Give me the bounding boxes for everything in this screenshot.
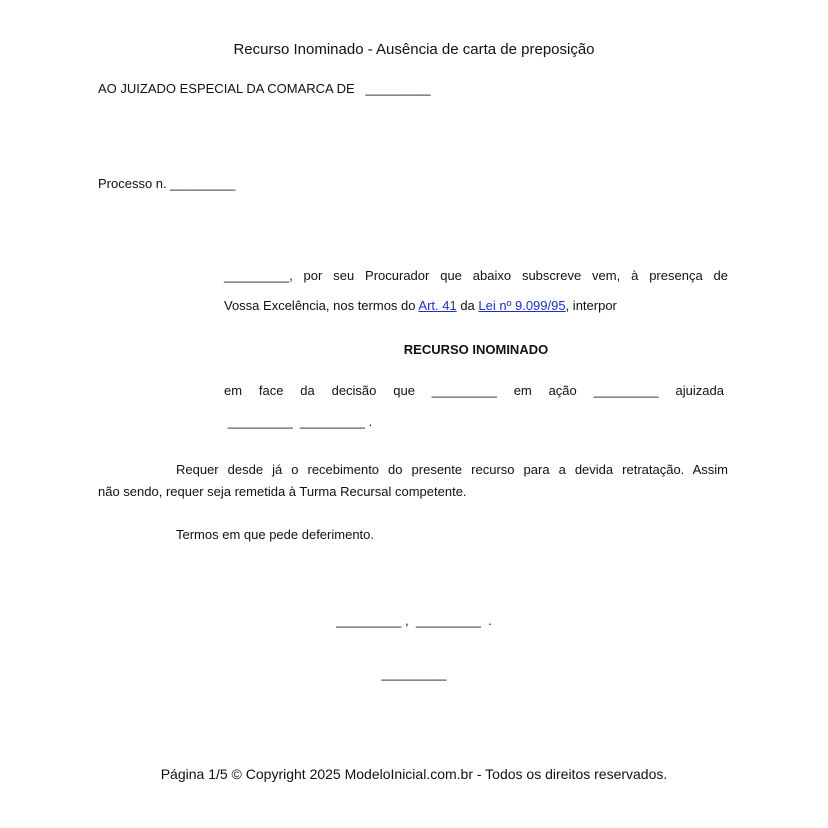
article-link[interactable]: Art. 41 bbox=[418, 298, 457, 313]
decision-blank-2: _________ bbox=[593, 383, 659, 398]
place-blank: _________ bbox=[336, 613, 402, 628]
document-title: Recurso Inominado - Ausência de carta de preposição bbox=[233, 41, 595, 58]
signature-blank: _________ bbox=[381, 666, 447, 681]
intro-text-c: da bbox=[460, 298, 475, 313]
place-date-line bbox=[0, 613, 828, 628]
decision-line-2 bbox=[224, 414, 372, 429]
decision-text-b: em ação bbox=[513, 383, 577, 398]
intro-text-d: , interpor bbox=[565, 298, 617, 313]
decision-text-a: em face da decisão que bbox=[224, 383, 415, 398]
page-footer: Página 1/5 © Copyright 2025 ModeloInicial.com.br - Todos os direitos reservados. bbox=[160, 766, 668, 782]
decision-blank-4: _________ bbox=[299, 414, 366, 429]
section-heading: RECURSO INOMINADO bbox=[403, 342, 549, 357]
law-link[interactable]: Lei nº 9.099/95 bbox=[478, 298, 566, 313]
intro-text-a: , por seu Procurador que abaixo subscreve vem, à presença de bbox=[289, 268, 728, 283]
request-paragraph-line-1: Requer desde já o recebimento do presente recurso para a devida retratação. Assim bbox=[176, 462, 728, 477]
comarca-blank: _________ bbox=[365, 81, 431, 96]
processo-line bbox=[98, 176, 235, 191]
addressee-text: AO JUIZADO ESPECIAL DA COMARCA DE bbox=[98, 81, 355, 96]
decision-end: . bbox=[368, 414, 373, 429]
comma: , bbox=[404, 613, 409, 628]
date-end: . bbox=[488, 613, 492, 628]
addressee-line bbox=[98, 81, 431, 96]
date-blank: _________ bbox=[415, 613, 481, 628]
processo-blank: _________ bbox=[170, 176, 236, 191]
party-blank: _________ bbox=[224, 268, 290, 283]
intro-line-2 bbox=[224, 298, 617, 313]
decision-line-1 bbox=[224, 383, 724, 398]
decision-blank-1: _________ bbox=[431, 383, 497, 398]
request-paragraph-line-2: não sendo, requer seja remetida à Turma Recursal competente. bbox=[98, 484, 467, 499]
intro-line-1 bbox=[224, 268, 728, 283]
processo-label: Processo n. bbox=[98, 176, 167, 191]
decision-blank-3: _________ bbox=[227, 414, 293, 429]
closing-statement: Termos em que pede deferimento. bbox=[176, 527, 374, 542]
intro-text-b: Vossa Excelência, nos termos do bbox=[224, 298, 416, 313]
decision-text-c: ajuizada bbox=[675, 383, 724, 398]
